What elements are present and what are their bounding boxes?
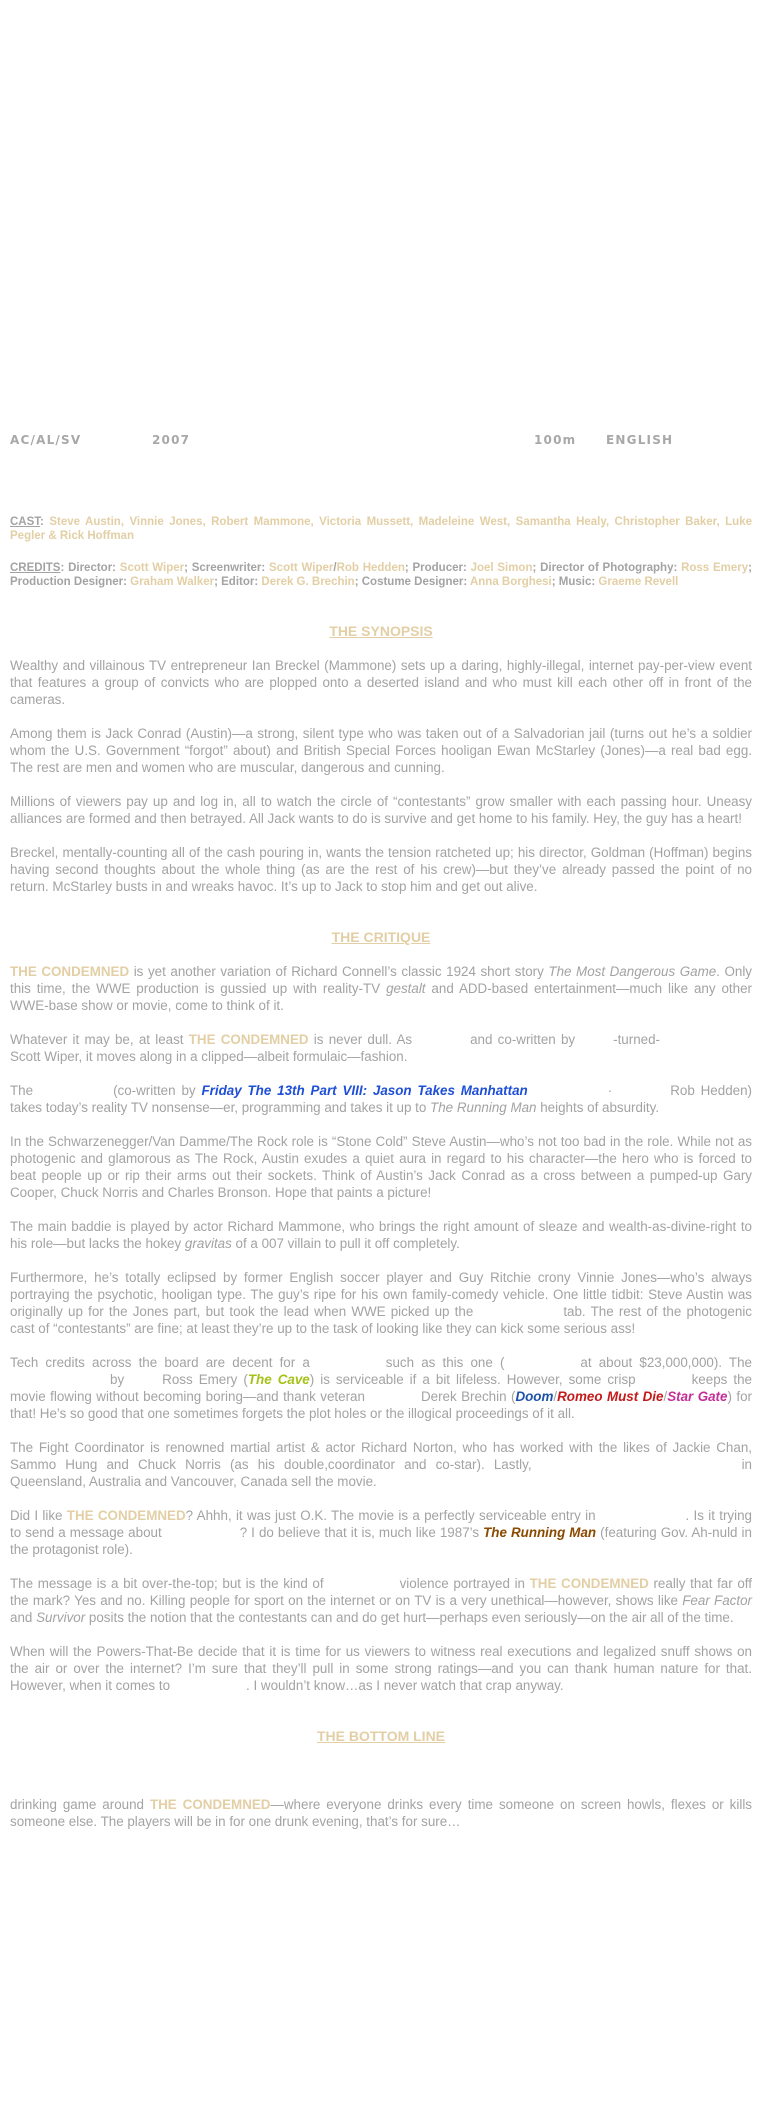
credit-screenwriter-2: Rob Hedden: [336, 562, 405, 574]
critique-paragraph: The main baddie is played by actor Richard Mammone, who brings the right amount of sleaze and wealth-as-divine-right to his role—but lacks the hokey gravitas of a 007 villain to pull it off completely.: [10, 1219, 752, 1251]
critique-paragraph: Did I like THE CONDEMNED? Ahhh, it was just O.K. The movie is a perfectly serviceable entry in . Is it trying to send a message about ? I do believe that it is, much like 1987’s The Running Man (featuring Gov. Ah-nuld in the protagonist role).: [10, 1508, 752, 1557]
cast-label: CAST: [10, 516, 41, 528]
critique-paragraph: Furthermore, he’s totally eclipsed by former English soccer player and Guy Ritchie crony Vinnie Jones—who’s always portraying the psychotic, hooligan type. The guy’s ripe for his own family-comedy vehicle. One little tidbit: Steve Austin was originally up for the Jones part, but took the lead when WWE picked up the tab. The rest of the photogenic cast of “contestants” are fine; at least they’re up to the task of looking like they can kick some serious ass!: [10, 1270, 752, 1336]
cast-names: Steve Austin, Vinnie Jones, Robert Mammone, Victoria Mussett, Madeleine West, Samantha Healy, Christopher Baker, Luke Pegler & Rick Hoffman: [10, 516, 753, 542]
credit-producer: Joel Simon: [470, 562, 533, 574]
film-link[interactable]: The Running Man: [483, 1525, 597, 1540]
critique-paragraph: Tech credits across the board are decent for a such as this one ( at about $23,000,000). Theby Ross Emery (The Cave) is serviceable if a bit lifeless. However, some crisp keeps the movie flowing without becoming boring—and thank veteran Derek Brechin (Doom/Romeo Must Die/Star Gate) for that! He’s so good that one sometimes forgets the plot holes or the illogical proceedings of it all.: [10, 1355, 753, 1421]
critique-paragraph: When will the Powers-That-Be decide that it is time for us viewers to witness real executions and legalized snuff shows on the air or over the internet? I’m sure that they’ll pull in some strong ratings—and you can thank human nature for that. However, when it comes to . I wouldn’t know…as I never watch that crap anyway.: [10, 1644, 752, 1693]
critique-paragraph: The Fight Coordinator is renowned martial artist & actor Richard Norton, who has worked with the likes of Jackie Chan, Sammo Hung and Chuck Norris (as his double,coordinator and co-star). Lastly, in Queensland, Australia and Vancouver, Canada sell the movie.: [10, 1440, 752, 1489]
review-body: [10, 515, 752, 1847]
critique-paragraph: In the Schwarzenegger/Van Damme/The Rock role is “Stone Cold” Steve Austin—who’s not too bad in the role. While not as photogenic and glamorous as The Rock, Austin exudes a quiet aura in regard to his character—the hero who is forced to beat people up or rip their arms out their sockets. Think of Austin’s Jack Conrad as a cross between a pumped-up Gary Cooper, Chuck Norris and Charles Bronson. Hope that paints a picture!: [10, 1134, 752, 1200]
critique-paragraph: The message is a bit over-the-top; but is the kind of violence portrayed in THE CONDEMNED really that far off the mark? Yes and no. Killing people for sport on the internet or on TV is a very unethical—however, shows like Fear Factor and Survivor posits the notion that the contestants can and do get hurt—perhaps even seriously—on the air all of the time.: [10, 1576, 753, 1625]
synopsis-paragraph: Breckel, mentally-counting all of the cash pouring in, wants the tension ratcheted up; his director, Goldman (Hoffman) begins having second thoughts about the whole thing (as are the rest of his crew)—but they’ve already passed the point of no return. McStarley busts in and wreaks havoc. It’s up to Jack to stop him and get out alive.: [10, 845, 752, 894]
synopsis-paragraph: Millions of viewers pay up and log in, all to watch the circle of “contestants” grow smaller with each passing hour. Uneasy alliances are formed and then betrayed. All Jack wants to do is survive and get home to his family. Hey, the guy has a heart!: [10, 794, 752, 826]
credit-music: Graeme Revell: [598, 576, 679, 588]
bottom-line-heading: THE BOTTOM LINE: [316, 1728, 446, 1744]
credits-block: CREDITS: Director: Scott Wiper; Screenwriter: Scott Wiper/Rob Hedden; Producer: Joel Simon; Director of Photography: Ross Emery; Production Designer: Graham Walker; Editor: Derek G. Brechin; Costume Designer: Anna Borghesi; Music: Graeme Revell: [10, 562, 752, 588]
critique-paragraph: The (co-written by Friday The 13th Part VIII: Jason Takes Manhattan · Rob Hedden) takes today’s reality TV nonsense—er, programming and takes it up to The Running Man heights of absurdity.: [10, 1083, 752, 1115]
credit-director: Scott Wiper: [119, 562, 185, 574]
year: 2007: [152, 433, 191, 447]
film-link[interactable]: The Cave: [247, 1372, 310, 1387]
film-meta-row: [10, 433, 752, 451]
critique-paragraph: Whatever it may be, at least THE CONDEMNED is never dull. As and co-written by -turned-Scott Wiper, it moves along in a clipped—albeit formulaic—fashion.: [10, 1032, 660, 1064]
runtime: 100m: [534, 433, 577, 447]
credit-editor: Derek G. Brechin: [261, 576, 355, 588]
rating: AC/AL/SV: [10, 433, 82, 447]
critique-paragraph: THE CONDEMNED is yet another variation of Richard Connell’s classic 1924 short story The Most Dangerous Game. Only this time, the WWE production is gussied up with reality-TV gestalt and ADD-based entertainment—much like any other WWE-base show or movie, come to think of it.: [10, 964, 752, 1013]
language: ENGLISH: [606, 433, 674, 447]
synopsis-paragraph: Among them is Jack Conrad (Austin)—a strong, silent type who was taken out of a Salvadorian jail (turns out he’s a soldier whom the U.S. Government “forgot” about) and British Special Forces hooligan Ewan McStarley (Jones)—a real bad egg. The rest are men and women who are muscular, dangerous and cunning.: [10, 726, 752, 775]
credits-label: CREDITS: [10, 562, 61, 574]
film-link[interactable]: Romeo Must Die: [557, 1389, 664, 1404]
credit-production-designer: Graham Walker: [130, 576, 215, 588]
cast-block: CAST: Steve Austin, Vinnie Jones, Robert Mammone, Victoria Mussett, Madeleine West, Samantha Healy, Christopher Baker, Luke Pegler & Rick Hoffman: [10, 516, 753, 542]
credit-dop: Ross Emery: [681, 562, 749, 574]
film-link[interactable]: Doom: [515, 1389, 554, 1404]
film-link[interactable]: Star Gate: [667, 1389, 728, 1404]
credit-costume: Anna Borghesi: [469, 576, 552, 588]
synopsis-heading: THE SYNOPSIS: [329, 623, 433, 639]
critique-heading: THE CRITIQUE: [331, 929, 431, 945]
film-link[interactable]: Friday The 13th Part VIII: Jason Takes Manhattan: [201, 1083, 528, 1098]
bottom-line-paragraph: drinking game around THE CONDEMNED—where everyone drinks every time someone on screen howls, flexes or kills someone else. The players will be in for one drunk evening, that’s for sure…: [10, 1797, 753, 1829]
synopsis-paragraph: Wealthy and villainous TV entrepreneur Ian Breckel (Mammone) sets up a daring, highly-illegal, internet pay-per-view event that features a group of convicts who are plopped onto a deserted island and who must kill each other off in front of the cameras.: [10, 658, 752, 707]
credit-screenwriter-1: Scott Wiper: [269, 562, 334, 574]
